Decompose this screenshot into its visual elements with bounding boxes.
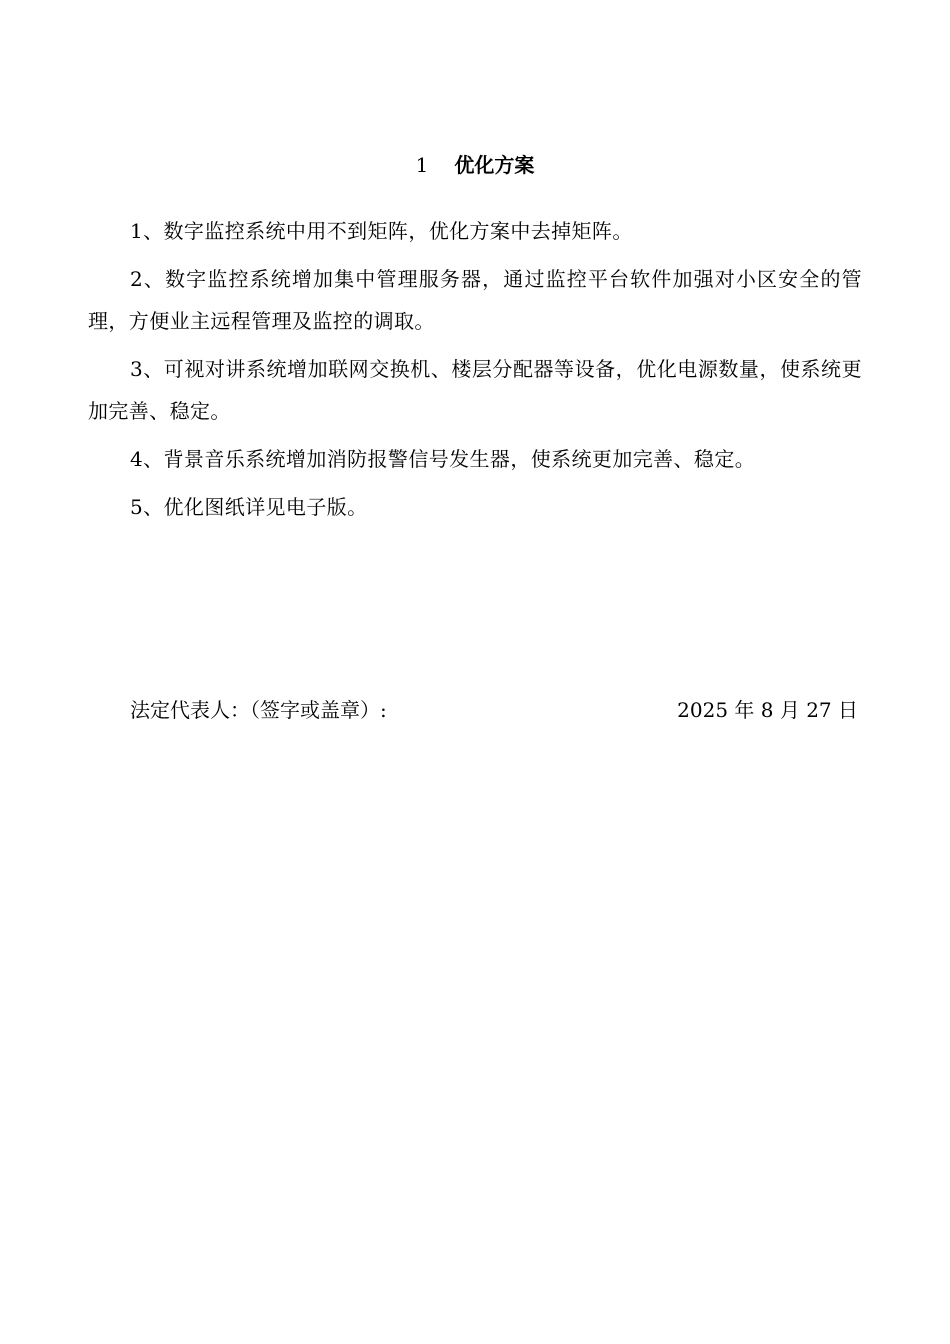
signature-date: 2025 年 8 月 27 日 xyxy=(677,698,858,722)
signature-label: 法定代表人：（签字或盖章）: xyxy=(130,698,387,722)
list-item: 2、数字监控系统增加集中管理服务器，通过监控平台软件加强对小区安全的管理，方便业主远程管理及监控的调取。 xyxy=(88,267,862,333)
signature-row xyxy=(130,692,858,728)
list-item: 1、数字监控系统中用不到矩阵，优化方案中去掉矩阵。 xyxy=(130,219,633,243)
section-heading xyxy=(0,150,950,180)
list-item: 4、背景音乐系统增加消防报警信号发生器，使系统更加完善、稳定。 xyxy=(130,447,756,471)
section-title: 优化方案 xyxy=(454,153,535,177)
section-number: 1 xyxy=(415,153,429,177)
list-item: 3、可视对讲系统增加联网交换机、楼层分配器等设备，优化电源数量，使系统更加完善、稳定。 xyxy=(88,357,862,423)
optimization-list xyxy=(88,210,862,534)
list-item: 5、优化图纸详见电子版。 xyxy=(130,495,368,519)
